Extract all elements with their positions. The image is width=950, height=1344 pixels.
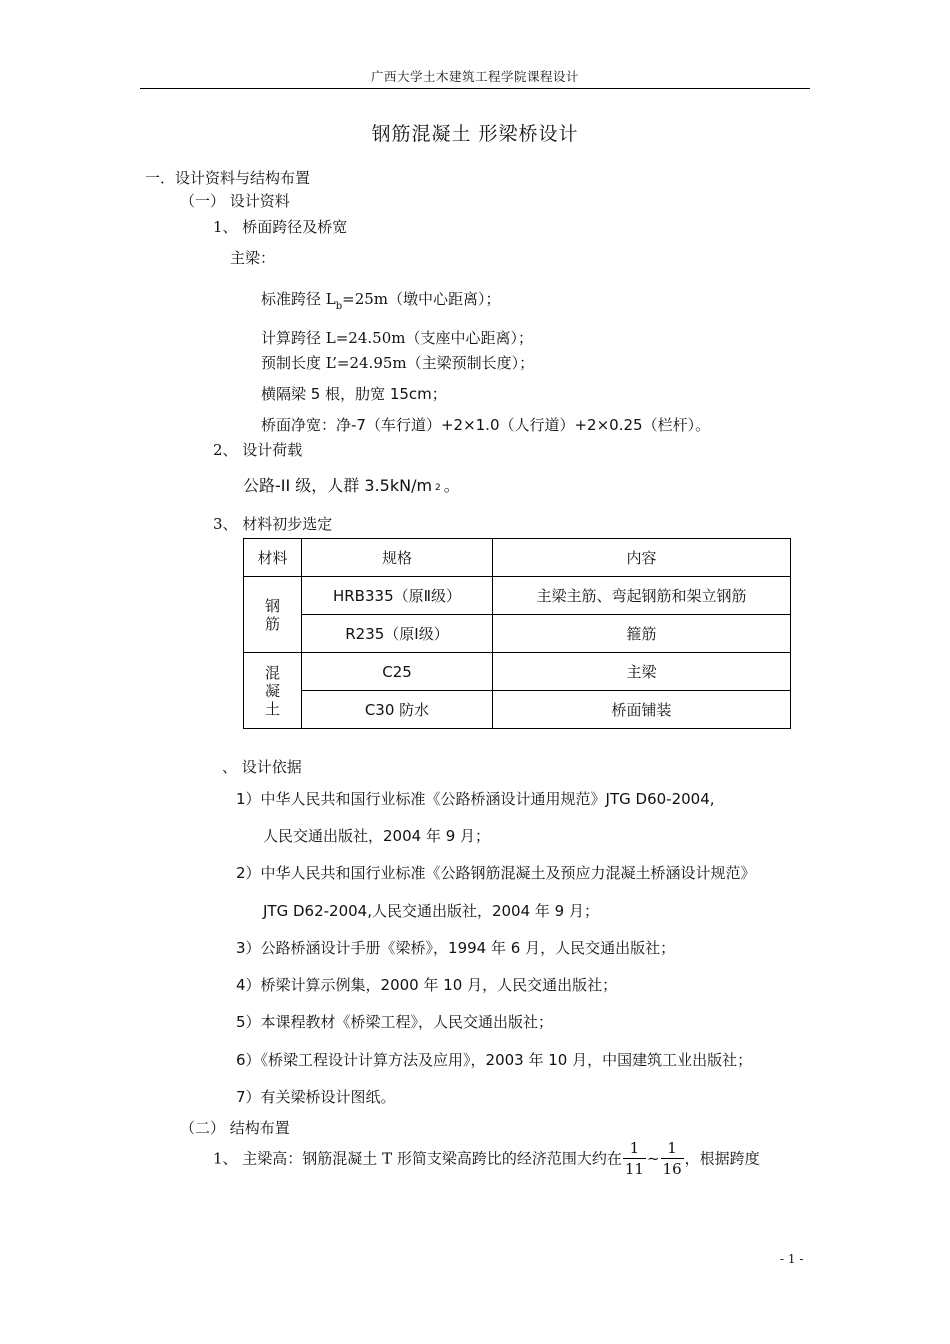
reference-item: 5）本课程教材《桥梁工程》，人民交通出版社； <box>236 1013 554 1031</box>
category-concrete: 混凝土 <box>264 663 280 718</box>
design-load-line <box>243 477 460 495</box>
range-tilde: ~ <box>646 1149 660 1168</box>
item-heading-2: 2、 设计荷载 <box>213 441 303 459</box>
page-header: 广西大学土木建筑工程学院课程设计 <box>370 69 579 84</box>
table-row <box>244 653 791 691</box>
design-load-text: 公路-II 级，人群 3.5kN/m <box>243 476 433 495</box>
fraction-numerator: 1 <box>661 1141 684 1159</box>
design-load-superscript: 2 <box>435 483 441 493</box>
precast-length-line: 预制长度 L’=24.95m（主梁预制长度）； <box>261 354 535 372</box>
spec-cell: C30 防水 <box>302 691 493 729</box>
item-heading-4: 、 设计依据 <box>222 758 302 776</box>
reference-item: 4）桥梁计算示例集，2000 年 10 月，人民交通出版社； <box>236 976 618 994</box>
spec-cell: HRB335（原Ⅱ级） <box>302 577 493 615</box>
design-load-end: 。 <box>443 476 460 495</box>
content-cell: 桥面铺装 <box>493 691 791 729</box>
fraction-denominator: 11 <box>624 1160 644 1178</box>
table-header-material: 材料 <box>244 539 302 577</box>
standard-span-prefix: 标准跨径 L <box>261 290 336 308</box>
deck-width-line: 桥面净宽：净-7（车行道）+2×1.0（人行道）+2×0.25（栏杆）。 <box>261 416 711 434</box>
header-rule <box>140 88 810 89</box>
page-number: - 1 - <box>780 1252 804 1266</box>
standard-span-subscript: b <box>335 301 343 312</box>
table-row <box>244 615 791 653</box>
diaphragm-line: 横隔梁 5 根，肋宽 15cm； <box>261 385 447 403</box>
reference-item: JTG D62-2004,人民交通出版社，2004 年 9 月； <box>263 902 599 920</box>
calc-span-line: 计算跨径 L=24.50m（支座中心距离）； <box>261 329 533 347</box>
reference-item: 1）中华人民共和国行业标准《公路桥涵设计通用规范》JTG D60-2004, <box>236 790 715 808</box>
beam-height-text: 1、 主梁高：钢筋混凝土 T 形简支梁高跨比的经济范围大约在 <box>213 1149 622 1168</box>
fraction-one-eleventh <box>623 1141 646 1177</box>
beam-height-text-end: ，根据跨度 <box>684 1149 760 1168</box>
reference-item: 人民交通出版社，2004 年 9 月； <box>263 827 491 845</box>
item-heading-1: 1、 桥面跨径及桥宽 <box>213 218 348 236</box>
category-cell-concrete <box>244 653 302 729</box>
fraction-numerator: 1 <box>623 1141 646 1159</box>
standard-span-line <box>261 290 501 312</box>
content-cell: 箍筋 <box>493 615 791 653</box>
reference-item: 7）有关梁桥设计图纸。 <box>236 1088 396 1106</box>
reference-item: 6）《桥梁工程设计计算方法及应用》，2003 年 10 月，中国建筑工业出版社； <box>236 1051 753 1069</box>
fraction-one-sixteenth <box>661 1141 684 1177</box>
item-heading-3: 3、 材料初步选定 <box>213 515 333 533</box>
table-header-content: 内容 <box>493 539 791 577</box>
subsection-heading-2: （二） 结构布置 <box>180 1119 290 1137</box>
reference-item: 2）中华人民共和国行业标准《公路钢筋混凝土及预应力混凝土桥涵设计规范》 <box>236 864 756 882</box>
content-cell: 主梁主筋、弯起钢筋和架立钢筋 <box>493 577 791 615</box>
table-header-row <box>244 539 791 577</box>
table-row <box>244 691 791 729</box>
section-heading-1: 一．设计资料与结构布置 <box>145 169 311 187</box>
materials-table <box>243 538 791 729</box>
standard-span-suffix: =25m（墩中心距离）； <box>342 290 501 308</box>
subsection-heading-1: （一） 设计资料 <box>180 192 290 210</box>
main-beam-label: 主梁： <box>230 249 276 267</box>
category-cell-steel <box>244 577 302 653</box>
reference-item: 3）公路桥涵设计手册《梁桥》，1994 年 6 月，人民交通出版社； <box>236 939 676 957</box>
main-beam-height-line <box>213 1141 760 1177</box>
category-steel: 钢筋 <box>264 596 280 633</box>
table-header-spec: 规格 <box>302 539 493 577</box>
table-row <box>244 577 791 615</box>
content-cell: 主梁 <box>493 653 791 691</box>
spec-cell: C25 <box>302 653 493 691</box>
spec-cell: R235（原Ⅰ级） <box>302 615 493 653</box>
fraction-denominator: 16 <box>662 1160 682 1178</box>
document-title: 钢筋混凝土 形梁桥设计 <box>371 123 579 145</box>
